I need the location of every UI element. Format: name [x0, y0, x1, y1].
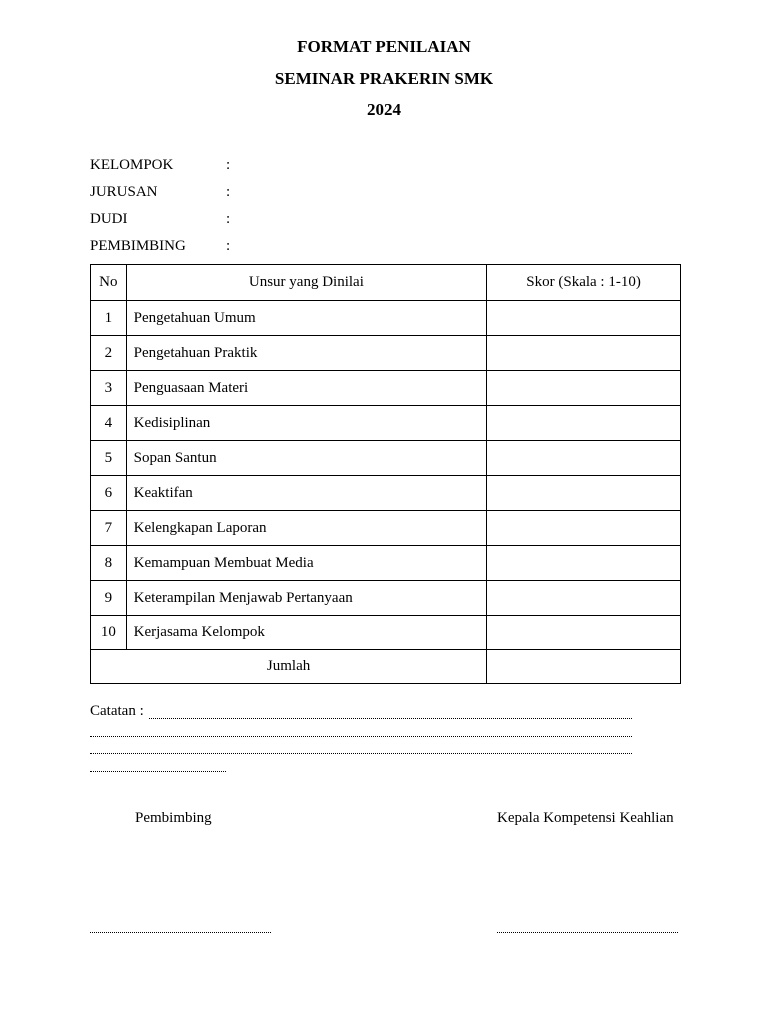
score-cell[interactable] [487, 441, 681, 476]
info-colon: : [226, 211, 231, 227]
notes-line[interactable] [90, 753, 632, 754]
notes-line[interactable] [90, 771, 226, 772]
info-colon: : [226, 157, 231, 173]
document-year: 2024 [367, 100, 401, 119]
score-cell[interactable] [487, 581, 681, 616]
table-row [91, 336, 681, 371]
table-row [91, 476, 681, 511]
row-item: Kerjasama Kelompok [126, 616, 486, 650]
row-number: 1 [91, 301, 127, 336]
row-item: Keaktifan [126, 476, 486, 511]
row-item: Kemampuan Membuat Media [126, 546, 486, 581]
table-row [91, 581, 681, 616]
document-title: FORMAT PENILAIAN [297, 37, 471, 56]
assessment-table [90, 264, 681, 684]
row-number: 3 [91, 371, 127, 406]
total-label: Jumlah [91, 650, 487, 684]
row-number: 2 [91, 336, 127, 371]
score-cell[interactable] [487, 336, 681, 371]
table-row [91, 546, 681, 581]
row-item: Kedisiplinan [126, 406, 486, 441]
score-cell[interactable] [487, 301, 681, 336]
notes-label: Catatan : [90, 703, 144, 719]
row-number: 8 [91, 546, 127, 581]
score-cell[interactable] [487, 511, 681, 546]
signature-line-right[interactable] [497, 932, 678, 933]
info-colon: : [226, 184, 231, 200]
row-number: 5 [91, 441, 127, 476]
score-cell[interactable] [487, 371, 681, 406]
row-item: Sopan Santun [126, 441, 486, 476]
row-number: 10 [91, 616, 127, 650]
signature-line-left[interactable] [90, 932, 271, 933]
row-item: Keterampilan Menjawab Pertanyaan [126, 581, 486, 616]
row-number: 4 [91, 406, 127, 441]
row-number: 9 [91, 581, 127, 616]
table-row [91, 301, 681, 336]
table-row [91, 371, 681, 406]
total-score-cell[interactable] [487, 650, 681, 684]
info-label-dudi: DUDI [90, 211, 128, 227]
header-no: No [91, 265, 127, 301]
score-cell[interactable] [487, 616, 681, 650]
info-label-jurusan: JURUSAN [90, 184, 158, 200]
table-row [91, 511, 681, 546]
header-score: Skor (Skala : 1-10) [487, 265, 681, 301]
table-row [91, 616, 681, 650]
signature-label-kepala: Kepala Kompetensi Keahlian [497, 810, 674, 826]
row-number: 6 [91, 476, 127, 511]
info-colon: : [226, 238, 231, 254]
score-cell[interactable] [487, 406, 681, 441]
info-label-kelompok: KELOMPOK [90, 157, 174, 173]
table-row [91, 406, 681, 441]
document-subtitle: SEMINAR PRAKERIN SMK [274, 69, 494, 88]
score-cell[interactable] [487, 476, 681, 511]
table-header-row [91, 265, 681, 301]
info-label-pembimbing: PEMBIMBING [90, 238, 186, 254]
signature-label-pembimbing: Pembimbing [135, 810, 212, 826]
score-cell[interactable] [487, 546, 681, 581]
row-number: 7 [91, 511, 127, 546]
row-item: Penguasaan Materi [126, 371, 486, 406]
total-row [91, 650, 681, 684]
header-item: Unsur yang Dinilai [126, 265, 486, 301]
row-item: Pengetahuan Umum [126, 301, 486, 336]
row-item: Kelengkapan Laporan [126, 511, 486, 546]
table-row [91, 441, 681, 476]
notes-line[interactable] [149, 718, 632, 719]
row-item: Pengetahuan Praktik [126, 336, 486, 371]
notes-line[interactable] [90, 736, 632, 737]
